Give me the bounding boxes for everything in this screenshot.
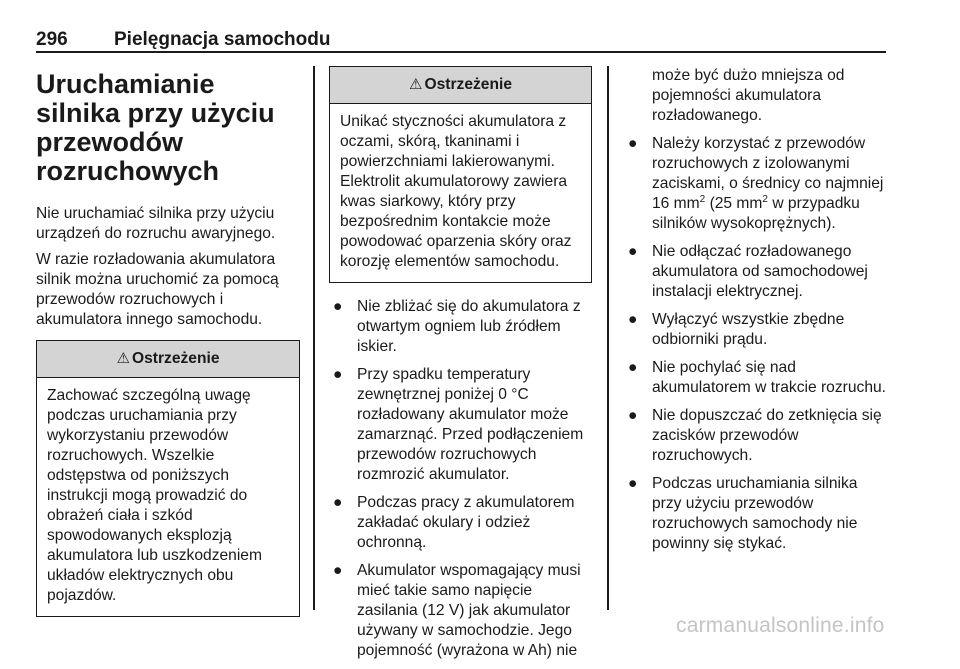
bullet-icon: ● <box>628 359 638 376</box>
header-rule <box>36 51 886 53</box>
warning-text: Zachować szczególną uwagę podczas uruchamiania przy wykorzystaniu przewodów rozruchowych. Wszelkie odstępstwa od poniższych instrukcji mogą prowadzić do obrażeń ciała i szkód spowodowanych eksplozją akumulatora lub uszkodzeniem układów elektrycznych obu pojazdów. <box>47 387 262 604</box>
list-item <box>624 242 890 302</box>
bullet-icon: ● <box>333 298 343 315</box>
list-item-text: Nie pochylać się nad akumulatorem w trakcie rozruchu. <box>652 359 886 396</box>
warning-icon: ⚠ <box>409 76 423 93</box>
column-1 <box>36 70 300 617</box>
list-item-text: Podczas uruchamiania silnika przy użyciu przewodów rozruchowych samochody nie powinny się stykać. <box>652 475 858 552</box>
text-run: Należy korzystać z przewodów rozruchowych z izolowanymi zaciskami, o średnicy co najmniej 16 mm <box>652 135 884 212</box>
column-3 <box>624 66 890 562</box>
bullet-icon: ● <box>628 243 638 260</box>
warning-box <box>36 340 300 617</box>
list-item <box>329 297 592 357</box>
bullet-icon: ● <box>333 562 343 579</box>
list-item <box>624 134 890 234</box>
chapter-title: Pielęgnacja samochodu <box>114 29 331 50</box>
list-item <box>329 561 592 661</box>
paragraph: Nie uruchamiać silnika przy użyciu urządzeń do rozruchu awaryjnego. <box>36 205 276 242</box>
list-item-text: Nie dopuszczać do zetknięcia się zacisków przewodów rozruchowych. <box>652 407 882 464</box>
warning-icon: ⚠ <box>116 350 130 367</box>
bullet-list <box>624 134 890 554</box>
list-item <box>624 474 890 554</box>
bullet-icon: ● <box>333 494 343 511</box>
warning-header <box>37 341 299 378</box>
warning-box <box>329 66 592 283</box>
bullet-list <box>329 297 592 661</box>
list-item-text: Akumulator wspomagający musi mieć takie samo napięcie zasilania (12 V) jak akumulator używany w samochodzie. Jego pojemność (wyrażona w Ah) nie <box>357 562 581 659</box>
warning-header <box>330 67 591 104</box>
bullet-icon: ● <box>333 366 343 383</box>
list-item <box>624 358 890 398</box>
list-item <box>624 406 890 466</box>
superscript: 2 <box>762 193 768 205</box>
bullet-icon: ● <box>628 311 638 328</box>
bullet-icon: ● <box>628 475 638 492</box>
section-title: Uruchamianie silnika przy użyciu przewodów rozruchowych <box>36 69 275 186</box>
column-divider <box>607 66 609 610</box>
list-item <box>329 365 592 485</box>
list-item-text: Podczas pracy z akumulatorem zakładać okulary i odzież ochronną. <box>357 494 575 551</box>
bullet-icon: ● <box>628 135 638 152</box>
warning-heading: Ostrzeżenie <box>131 350 220 367</box>
list-item <box>329 493 592 553</box>
list-item-continuation: może być dużo mniejsza od pojemności akumulatora rozładowanego. <box>652 67 845 124</box>
column-divider <box>313 66 315 610</box>
superscript: 2 <box>699 193 706 205</box>
column-2 <box>329 66 592 669</box>
warning-text: Unikać styczności akumulatora z oczami, skórą, tkaninami i powierzchniami lakierowanymi. Elektrolit akumulatorowy zawiera kwas siarkowy, który przy bezpośrednim kontakcie może powodować oparzenia skóry oraz korozję elementów samochodu. <box>340 113 572 270</box>
paragraph: W razie rozładowania akumulatora silnik można uruchomić za pomocą przewodów rozruchowych i akumulatora innego samochodu. <box>36 251 279 328</box>
list-item-text <box>652 135 883 232</box>
list-item-text: Nie odłączać rozładowanego akumulatora od samochodowej instalacji elektrycznej. <box>652 243 868 300</box>
list-item-text: Nie zbliżać się do akumulatora z otwartym ogniem lub źródłem iskier. <box>357 298 581 355</box>
bullet-icon: ● <box>628 407 638 424</box>
list-item <box>624 310 890 350</box>
list-item-text: Wyłączyć wszystkie zbędne odbiorniki prądu. <box>652 311 845 348</box>
warning-heading: Ostrzeżenie <box>424 76 512 93</box>
watermark: carmanualsonline.info <box>676 614 885 637</box>
page-number: 296 <box>36 29 68 50</box>
list-item-text: Przy spadku temperatury zewnętrznej poniżej 0 °C rozładowany akumulator może zamarznąć. Przed podłączeniem przewodów rozruchowych rozmrozić akumulator. <box>357 366 584 483</box>
text-run: w przypadku silników wysokoprężnych). <box>652 195 860 232</box>
text-run: (25 mm <box>705 195 763 212</box>
page-header <box>36 2 886 48</box>
